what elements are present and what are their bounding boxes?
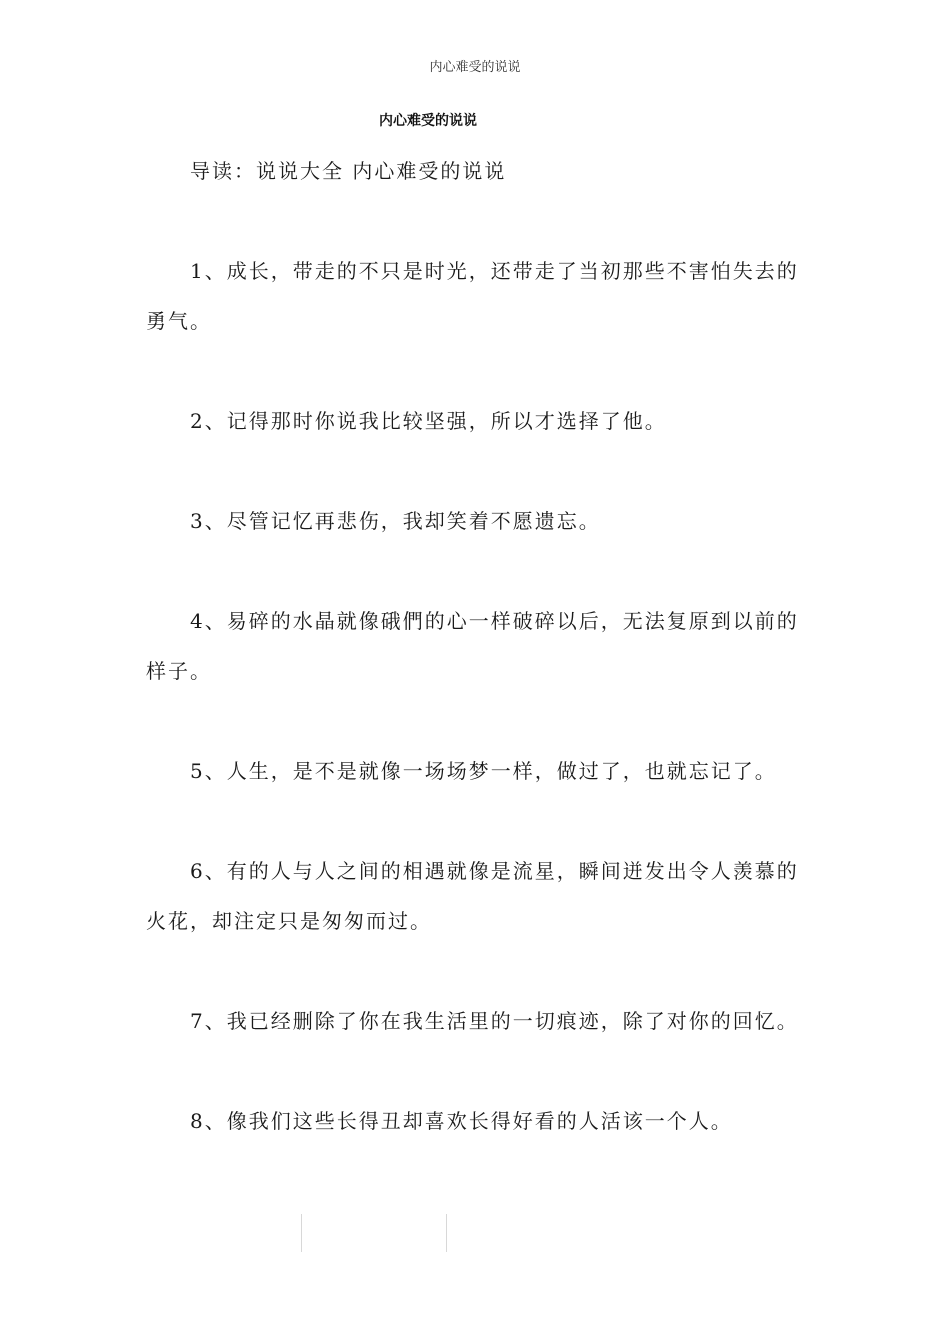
- list-item: 3、尽管记忆再悲伤，我却笑着不愿遗忘。: [190, 509, 601, 533]
- running-header: 内心难受的说说: [429, 60, 521, 75]
- list-item: 1、成长，带走的不只是时光，还带走了当初那些不害怕失去的勇气。: [146, 259, 799, 333]
- list-item: 5、人生，是不是就像一场场梦一样，做过了，也就忘记了。: [190, 759, 777, 783]
- list-item: 7、我已经删除了你在我生活里的一切痕迹，除了对你的回忆。: [190, 1009, 799, 1033]
- list-item: 4、易碎的水晶就像硪們的心一样破碎以后，无法复原到以前的样子。: [146, 609, 799, 683]
- intro-paragraph: 导读：说说大全 内心难受的说说: [190, 159, 507, 183]
- list-item: 2、记得那时你说我比较坚强，所以才选择了他。: [190, 409, 667, 433]
- footer-divider-left: [301, 1214, 302, 1252]
- list-item: 6、有的人与人之间的相遇就像是流星，瞬间迸发出令人羡慕的火花，却注定只是匆匆而过。: [146, 859, 799, 933]
- document-title: 内心难受的说说: [379, 113, 477, 129]
- list-item: 8、像我们这些长得丑却喜欢长得好看的人活该一个人。: [190, 1109, 733, 1133]
- footer-divider-right: [446, 1214, 447, 1252]
